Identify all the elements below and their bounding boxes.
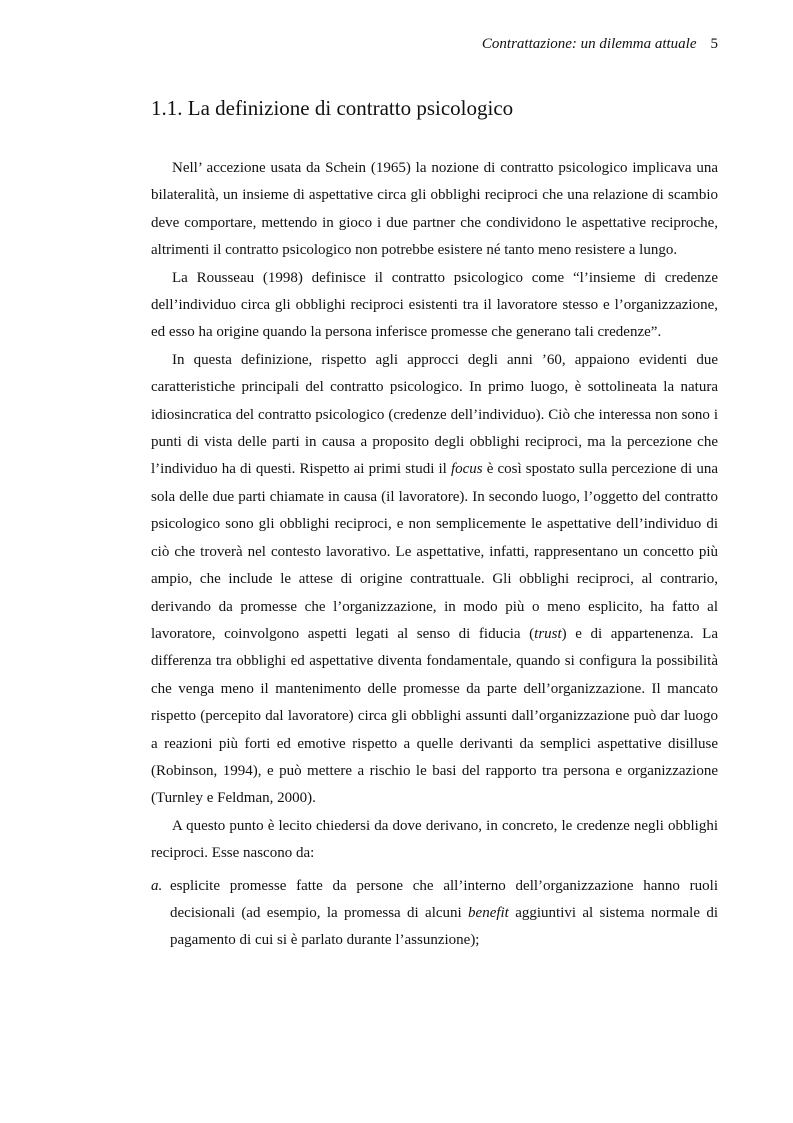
benefit-term: benefit bbox=[468, 904, 509, 921]
paragraph-4: A questo punto è lecito chiedersi da dove derivano, in concreto, le credenze negli obblighi reciproci. Esse nascono da: bbox=[151, 817, 718, 862]
body-text bbox=[151, 155, 718, 955]
paragraph-3-part-c: ) e di appartenenza. La differenza tra obblighi ed aspettative diventa fondamentale, quando si configura la possibilità che venga meno il mantenimento delle promesse da parte dell’organizzazione. Il mancato rispetto (percepito dal lavoratore) circa gli obblighi assunti dall’organizzazione può dar luogo a reazioni più forti ed emotive rispetto a quelle derivanti da semplici aspettative disilluse (Robinson, 1994), e può mettere a rischio le basi del rapporto tra persona e organizzazione (Turnley e Feldman, 2000). bbox=[151, 625, 719, 807]
running-title: Contrattazione: un dilemma attuale bbox=[481, 36, 697, 52]
running-head bbox=[482, 36, 718, 53]
list-marker-a: a. bbox=[151, 877, 163, 894]
list-item-a bbox=[151, 873, 718, 955]
trust-term: trust bbox=[534, 625, 562, 642]
section-title: 1.1. La definizione di contratto psicologico bbox=[151, 96, 514, 120]
paragraph-2: La Rousseau (1998) definisce il contratto psicologico come “l’insieme di credenze dell’individuo circa gli obblighi reciproci esistenti tra il lavoratore stesso e l’organizzazione, ed esso ha origine quando la persona inferisce promesse che generano tali credenze”. bbox=[151, 269, 718, 341]
page-number: 5 bbox=[710, 36, 718, 52]
list-item-a-text-2: aggiuntivi al sistema normale di pagamento di cui si è parlato durante l’assunzione); bbox=[170, 904, 718, 949]
paragraph-1: Nell’ accezione usata da Schein (1965) la nozione di contratto psicologico implicava una bilateralità, un insieme di aspettative circa gli obblighi reciproci che una relazione di scambio deve comportare, mettendo in gioco i due partner che condividono le aspettative reciproche, altrimenti il contratto psicologico non potrebbe esistere né tanto meno resistere a lungo. bbox=[151, 160, 718, 259]
paragraph-3-part-a: In questa definizione, rispetto agli approcci degli anni ’60, appaiono evidenti due caratteristiche principali del contratto psicologico. In primo luogo, è sottolineata la natura idiosincratica del contratto psicologico (credenze dell’individuo). Ciò che interessa non sono i punti di vista delle parti in causa a proposito degli obblighi reciproci, ma la percezione che l’individuo ha di questi. Rispetto ai primi studi il bbox=[151, 351, 718, 478]
focus-term: focus bbox=[450, 461, 483, 478]
paragraph-3-part-b: è così spostato sulla percezione di una sola delle due parti chiamate in causa (il lavoratore). In secondo luogo, l’oggetto del contratto psicologico sono gli obblighi reciproci, e non semplicemente le aspettative dell’individuo di ciò che troverà nel contesto lavorativo. Le aspettative, infatti, rappresentano un concetto più ampio, che include le attese di origine contrattuale. Gli obblighi reciproci, al contrario, derivando da promesse che l’organizzazione, in modo più o meno esplicito, ha fatto al lavoratore, coinvolgono aspetti legati al senso di fiducia ( bbox=[151, 461, 718, 642]
list-item-a-text-1: esplicite promesse fatte da persone che all’interno dell’organizzazione hanno ruoli decisionali (ad esempio, la promessa di alcuni bbox=[170, 877, 718, 921]
paragraph-3 bbox=[151, 347, 718, 813]
